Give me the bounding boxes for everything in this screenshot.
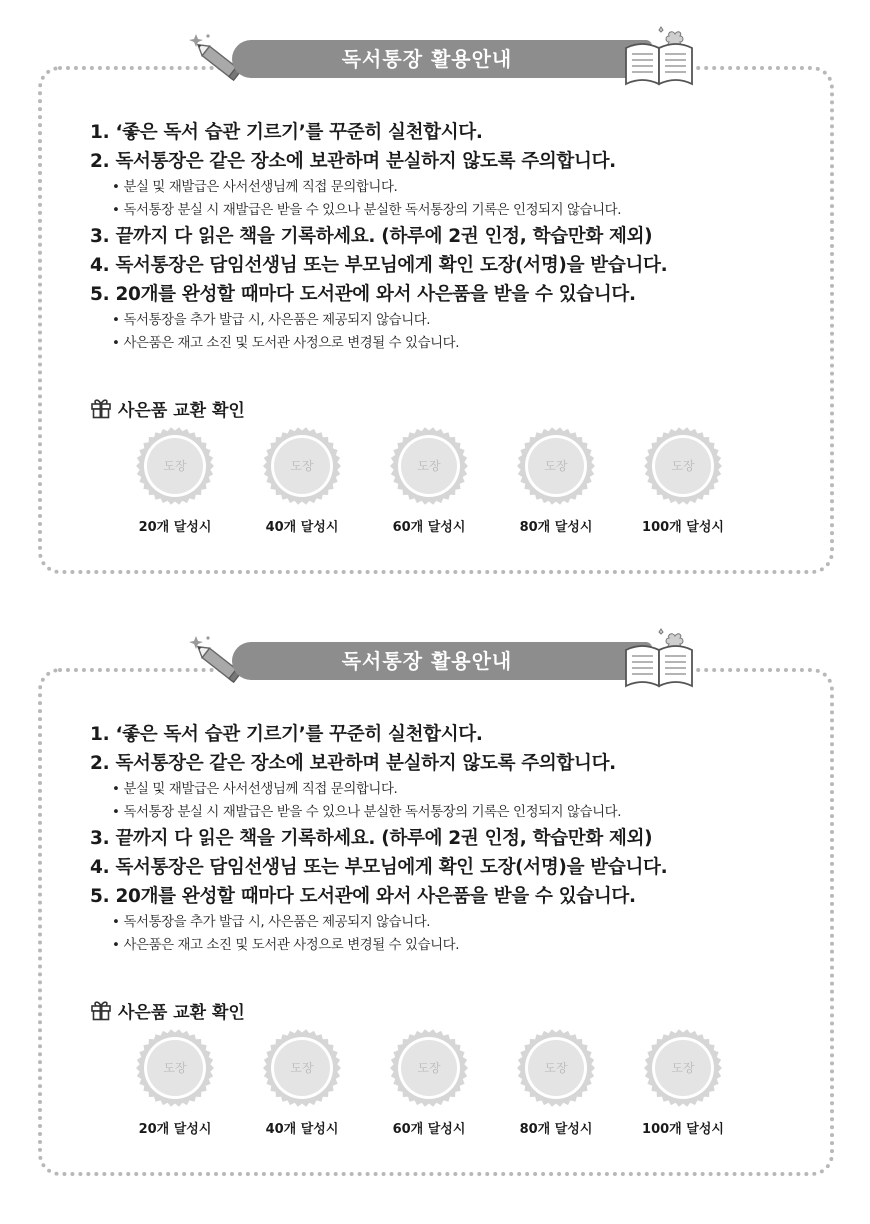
gift-icon <box>90 397 112 419</box>
guide-item: 4. 독서통장은 담임선생님 또는 부모님에게 확인 도장(서명)을 받습니다. <box>90 857 668 878</box>
guide-list <box>90 118 820 355</box>
guide-list <box>90 720 820 957</box>
guide-item: 5. 20개를 완성할 때마다 도서관에 와서 사은품을 받을 수 있습니다. <box>90 886 636 907</box>
guide-item: 4. 독서통장은 담임선생님 또는 부모님에게 확인 도장(서명)을 받습니다. <box>90 255 668 276</box>
open-book-icon <box>622 26 696 88</box>
stamp-row <box>120 1028 760 1148</box>
stamp-caption: 60개 달성시 <box>392 520 466 535</box>
gift-section-heading <box>90 996 245 1024</box>
guide-subitem: • 독서통장을 추가 발급 시, 사은품은 제공되지 않습니다. <box>90 309 820 332</box>
guide-item: 1. ‘좋은 독서 습관 기르기’를 꾸준히 실천합시다. <box>90 122 483 143</box>
title-banner <box>232 642 652 680</box>
guide-item: 3. 끝까지 다 읽은 책을 기록하세요. (하루에 2권 인정, 학습만화 제외) <box>90 226 653 247</box>
stamp-placeholder: 도장 <box>671 459 695 473</box>
title-banner <box>232 40 652 78</box>
stamp-placeholder: 도장 <box>671 1061 695 1075</box>
stamp-caption: 100개 달성시 <box>642 1122 724 1137</box>
stamp-caption: 80개 달성시 <box>519 520 593 535</box>
guide-subitem: • 독서통장을 추가 발급 시, 사은품은 제공되지 않습니다. <box>90 911 820 934</box>
stamp-placeholder: 도장 <box>163 459 187 473</box>
stamp-placeholder: 도장 <box>417 1061 441 1075</box>
gift-section-title: 사은품 교환 확인 <box>118 400 245 421</box>
open-book-icon <box>622 628 696 690</box>
guide-subitem: • 독서통장 분실 시 재발급은 받을 수 있으나 분실한 독서통장의 기록은 인정되지 않습니다. <box>90 801 820 824</box>
stamp-slot <box>374 1028 484 1148</box>
stamp-caption: 40개 달성시 <box>265 520 339 535</box>
stamp-placeholder: 도장 <box>544 459 568 473</box>
stamp-caption: 20개 달성시 <box>138 520 212 535</box>
stamp-placeholder: 도장 <box>163 1061 187 1075</box>
guide-card-1 <box>0 0 870 600</box>
guide-subitem: • 분실 및 재발급은 사서선생님께 직접 문의합니다. <box>90 778 820 801</box>
stamp-caption: 80개 달성시 <box>519 1122 593 1137</box>
stamp-caption: 100개 달성시 <box>642 520 724 535</box>
stamp-caption: 60개 달성시 <box>392 1122 466 1137</box>
stamp-slot <box>247 426 357 546</box>
stamp-slot <box>628 1028 738 1148</box>
guide-item: 1. ‘좋은 독서 습관 기르기’를 꾸준히 실천합시다. <box>90 724 483 745</box>
guide-item: 3. 끝까지 다 읽은 책을 기록하세요. (하루에 2권 인정, 학습만화 제외) <box>90 828 653 849</box>
guide-item: 2. 독서통장은 같은 장소에 보관하며 분실하지 않도록 주의합니다. <box>90 151 616 172</box>
stamp-slot <box>120 1028 230 1148</box>
gift-section-title: 사은품 교환 확인 <box>118 1002 245 1023</box>
stamp-slot <box>247 1028 357 1148</box>
guide-item: 2. 독서통장은 같은 장소에 보관하며 분실하지 않도록 주의합니다. <box>90 753 616 774</box>
stamp-placeholder: 도장 <box>290 1061 314 1075</box>
guide-subitem: • 사은품은 재고 소진 및 도서관 사정으로 변경될 수 있습니다. <box>90 332 820 355</box>
gift-icon <box>90 999 112 1021</box>
stamp-placeholder: 도장 <box>290 459 314 473</box>
stamp-slot <box>120 426 230 546</box>
stamp-caption: 40개 달성시 <box>265 1122 339 1137</box>
stamp-slot <box>501 1028 611 1148</box>
stamp-slot <box>628 426 738 546</box>
stamp-row <box>120 426 760 546</box>
guide-subitem: • 독서통장 분실 시 재발급은 받을 수 있으나 분실한 독서통장의 기록은 인정되지 않습니다. <box>90 199 820 222</box>
guide-item: 5. 20개를 완성할 때마다 도서관에 와서 사은품을 받을 수 있습니다. <box>90 284 636 305</box>
stamp-placeholder: 도장 <box>544 1061 568 1075</box>
page-title: 독서통장 활용안내 <box>341 649 513 673</box>
stamp-caption: 20개 달성시 <box>138 1122 212 1137</box>
gift-section-heading <box>90 394 245 422</box>
page-title: 독서통장 활용안내 <box>341 47 513 71</box>
guide-subitem: • 분실 및 재발급은 사서선생님께 직접 문의합니다. <box>90 176 820 199</box>
stamp-slot <box>374 426 484 546</box>
guide-subitem: • 사은품은 재고 소진 및 도서관 사정으로 변경될 수 있습니다. <box>90 934 820 957</box>
stamp-placeholder: 도장 <box>417 459 441 473</box>
guide-card-2 <box>0 602 870 1202</box>
stamp-slot <box>501 426 611 546</box>
